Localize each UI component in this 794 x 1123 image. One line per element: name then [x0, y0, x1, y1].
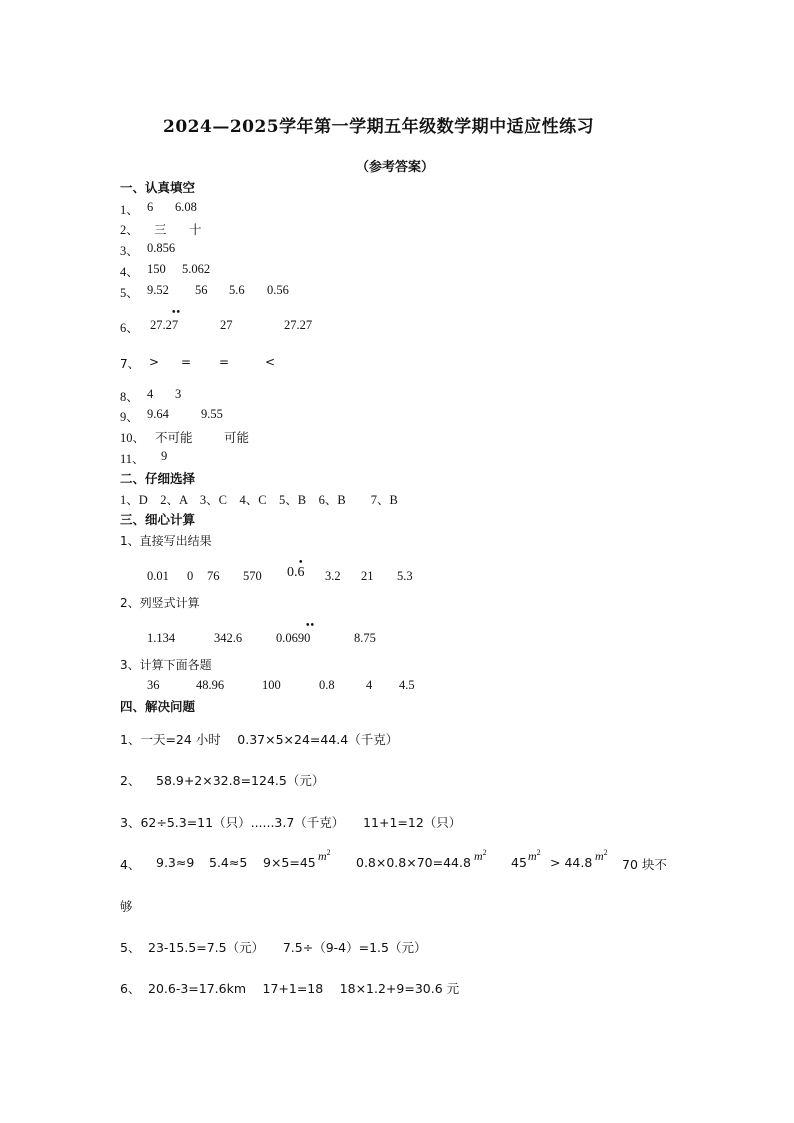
question-number: 1、	[120, 203, 139, 217]
answer-line-10	[120, 428, 250, 446]
answer-line-2	[120, 220, 202, 238]
answer-value: 76	[207, 569, 220, 583]
choice-answers: 1、D 2、A 3、C 4、C 5、B 6、B 7、B	[120, 493, 398, 507]
answer-value: 5.6	[229, 283, 245, 297]
answer-value: 56	[195, 283, 208, 297]
answer-value: 3	[175, 387, 182, 401]
unit-exponent: 2	[482, 848, 487, 857]
calc-part-1-title: 1、直接写出结果	[120, 534, 212, 548]
answer-value: 8.75	[354, 631, 376, 645]
unit-exponent: 2	[326, 848, 331, 857]
answer-value: 342.6	[214, 631, 243, 645]
unit-symbol: m	[595, 849, 604, 863]
question-number: 4、	[120, 857, 141, 872]
answer-value: 0.56	[267, 283, 289, 297]
answer-value: 不可能	[155, 430, 193, 445]
question-number: 5、	[120, 940, 141, 955]
problem-6-answer	[120, 979, 460, 997]
section-heading-calculation: 三、细心计算	[120, 512, 196, 527]
problem-1-answer: 1、一天=24 小时 0.37×5×24=44.4（千克）	[120, 732, 399, 747]
answer-value: 5.3	[397, 569, 413, 583]
answer-value: > 44.8	[550, 855, 593, 870]
question-number: 3、	[120, 244, 139, 258]
answer-value: 45	[511, 855, 527, 870]
answer-value: 9	[161, 449, 168, 463]
answer-value: 4	[366, 678, 373, 692]
answer-value: 48.96	[196, 678, 225, 692]
answer-value: 9.55	[201, 407, 223, 421]
square-meter-unit	[318, 849, 331, 864]
answer-value: 6	[147, 200, 154, 214]
question-number: 6、	[120, 321, 139, 335]
question-number: 4、	[120, 265, 139, 279]
page-title: 2024—2025学年第一学期五年级数学期中适应性练习	[163, 117, 595, 137]
comparison-sign: =	[219, 355, 230, 369]
answer-value: 6.08	[175, 200, 197, 214]
answer-line-7	[120, 355, 276, 372]
question-number: 5、	[120, 286, 139, 300]
repeating-decimal-dot: •	[299, 557, 304, 568]
answer-value: 23-15.5=7.5（元） 7.5÷（9-4）=1.5（元）	[148, 940, 427, 955]
answer-line-4	[120, 262, 211, 280]
square-meter-unit	[474, 849, 487, 864]
comparison-sign: >	[149, 355, 160, 369]
answer-value: 70 块不	[622, 857, 667, 872]
answer-value: 三	[154, 222, 167, 237]
answer-value: 36	[147, 678, 160, 692]
problem-4-continuation: 够	[120, 899, 133, 914]
comparison-sign: =	[181, 355, 192, 369]
answer-line-3	[120, 241, 176, 259]
unit-symbol: m	[528, 849, 537, 863]
calc-part-2-title: 2、列竖式计算	[120, 596, 200, 610]
answer-value: 3.2	[325, 569, 341, 583]
answer-value: 5.4≈5	[209, 855, 248, 870]
answer-line-1	[120, 200, 197, 218]
answer-value: 27.27	[284, 318, 313, 332]
answer-value: 0.856	[147, 241, 176, 255]
page-subtitle: （参考答案）	[356, 160, 435, 175]
answer-line-11	[120, 449, 168, 467]
answer-value: 20.6-3=17.6km 17+1=18 18×1.2+9=30.6 元	[148, 981, 460, 996]
answer-value: 十	[189, 222, 202, 237]
section-heading-fill-in: 一、认真填空	[120, 180, 196, 195]
question-number: 10、	[120, 431, 146, 445]
answer-value: 9×5=45	[263, 855, 316, 870]
problem-4-answer	[120, 848, 680, 875]
square-meter-unit	[528, 849, 541, 864]
question-number: 2、	[120, 223, 139, 237]
question-number: 8、	[120, 390, 139, 404]
answer-value: 1.134	[147, 631, 176, 645]
comparison-sign: <	[265, 355, 276, 369]
unit-symbol: m	[318, 849, 327, 863]
answer-value: 5.062	[182, 262, 211, 276]
answer-value: 27	[220, 318, 233, 332]
answer-line-5	[120, 283, 289, 301]
unit-exponent: 2	[536, 848, 541, 857]
answer-value: 9.64	[147, 407, 169, 421]
unit-symbol: m	[474, 849, 483, 863]
repeating-decimal-dots: ••	[306, 620, 316, 631]
answer-line-8	[120, 387, 182, 405]
answer-value: 21	[361, 569, 374, 583]
repeating-decimal-dots: ••	[172, 307, 182, 318]
question-number: 7、	[120, 357, 140, 371]
answer-value: 4	[147, 387, 154, 401]
question-number: 11、	[120, 452, 145, 466]
section-heading-choice: 二、仔细选择	[120, 471, 196, 486]
section-heading-problems: 四、解决问题	[120, 699, 196, 714]
answer-value: 0.8×0.8×70=44.8	[356, 855, 471, 870]
problem-2-answer	[120, 771, 325, 789]
square-meter-unit	[595, 849, 608, 864]
answer-value: 9.52	[147, 283, 169, 297]
answer-line-9	[120, 407, 223, 425]
answer-value: 可能	[224, 430, 250, 445]
answer-value: 570	[243, 569, 262, 583]
answer-line-6	[120, 307, 313, 336]
problem-5-answer	[120, 938, 427, 956]
question-number: 9、	[120, 410, 139, 424]
answer-value: 58.9+2×32.8=124.5（元）	[156, 773, 325, 788]
answer-value: 150	[147, 262, 166, 276]
unit-exponent: 2	[603, 848, 608, 857]
question-number: 6、	[120, 981, 141, 996]
answer-value: 100	[262, 678, 281, 692]
repeating-decimal-value: 0.0690	[276, 631, 311, 645]
problem-3-answer: 3、62÷5.3=11（只）......3.7（千克） 11+1=12（只）	[120, 815, 462, 830]
question-number: 2、	[120, 773, 141, 788]
answer-value: 4.5	[399, 678, 415, 692]
answer-value: 0.8	[319, 678, 335, 692]
answer-value: 0.01	[147, 569, 169, 583]
answer-value: 0	[187, 569, 194, 583]
calc-part-3-title: 3、计算下面各题	[120, 658, 212, 672]
repeating-decimal-value: 0.6	[287, 565, 305, 580]
answer-value: 9.3≈9	[156, 855, 195, 870]
repeating-decimal-value: 27.27	[150, 318, 179, 332]
